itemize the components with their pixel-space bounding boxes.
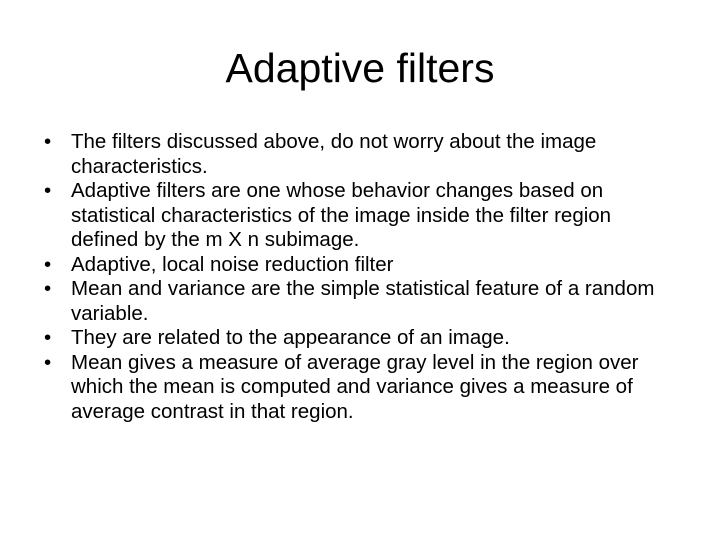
bullet-text: Adaptive filters are one whose behavior changes based on statistical characteristics of the image inside the filter region defined by the m X n subimage.: [71, 179, 612, 251]
bullet-item: [44, 179, 684, 253]
bullet-text: Mean gives a measure of average gray level in the region over which the mean is computed and variance gives a measure of average contrast in that region.: [71, 350, 639, 423]
bullet-item: [44, 351, 684, 425]
bullet-text: Mean and variance are the simple statistical feature of a random variable.: [71, 277, 655, 325]
bullet-icon: •: [44, 326, 52, 349]
bullet-list: [44, 130, 684, 424]
bullet-icon: •: [44, 277, 52, 300]
bullet-icon: •: [44, 350, 52, 374]
bullet-item: [44, 130, 684, 179]
bullet-text: Adaptive, local noise reduction filter: [71, 252, 394, 276]
bullet-text: They are related to the appearance of an image.: [71, 326, 510, 349]
bullet-item: [44, 277, 684, 326]
bullet-icon: •: [44, 179, 52, 202]
slide-title: Adaptive filters: [225, 45, 495, 91]
bullet-icon: •: [44, 130, 52, 153]
bullet-icon: •: [44, 252, 52, 276]
bullet-text: The filters discussed above, do not worry about the image characteristics.: [71, 130, 597, 178]
bullet-item: [44, 326, 684, 351]
bullet-item: [44, 253, 684, 278]
